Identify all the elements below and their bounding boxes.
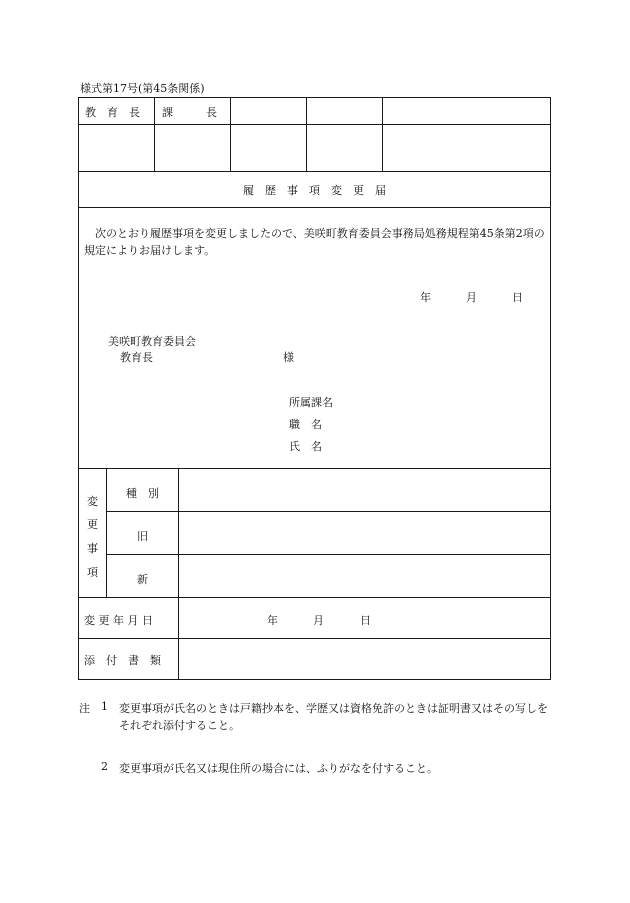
change-date-label: 変 更 年 月 日: [84, 614, 153, 627]
change-group-char-3: 事: [87, 542, 98, 555]
dept-label: 所属課名: [289, 396, 333, 409]
attachments-label: 添 付 書 類: [84, 654, 161, 667]
change-old-input[interactable]: [179, 512, 550, 554]
change-old-label: 旧: [137, 530, 148, 543]
name-label: 氏 名: [289, 440, 322, 453]
date-month-input[interactable]: [434, 286, 464, 302]
change-new-input[interactable]: [179, 555, 550, 597]
addressee-honorific: 様: [283, 351, 294, 364]
note-1-text: 変更事項が氏名のときは戸籍抄本を、学歴又は資格免許のときは証明書又はその写しをそれぞれ添付すること。: [119, 702, 548, 732]
stamp-box-4[interactable]: [307, 98, 382, 171]
date-day-input[interactable]: [480, 286, 510, 302]
note-2-number: 2: [101, 760, 108, 773]
date-month: 月: [466, 291, 477, 304]
change-date-input[interactable]: [179, 598, 550, 638]
note-1-number: 1: [101, 700, 108, 713]
form-id: 様式第17号(第45条関係): [80, 82, 205, 95]
change-date-year: 年: [267, 614, 278, 627]
form-title: 履 歴 事 項 変 更 届: [243, 184, 386, 197]
addressee-title: 教育長: [120, 351, 153, 364]
table-border-bottom: [78, 679, 551, 680]
change-group-char-2: 更: [87, 518, 98, 531]
superintendent-stamp-label: 教 育 長: [85, 106, 140, 119]
body-paragraph: 次のとおり履歴事項を変更しましたので、美咲町教育委員会事務局処務規程第45条第2項の規定によりお届けします。: [84, 227, 545, 257]
change-type-input[interactable]: [179, 469, 550, 511]
stamp-box-section-chief[interactable]: [155, 125, 230, 171]
change-date-day: 日: [360, 614, 371, 627]
stamp-box-superintendent[interactable]: [79, 125, 154, 171]
change-group-char-4: 項: [87, 566, 98, 579]
change-new-label: 新: [137, 573, 148, 586]
table-border-right: [550, 97, 551, 680]
attachments-input[interactable]: [179, 639, 550, 679]
change-type-label: 種 別: [126, 487, 159, 500]
date-year: 年: [420, 291, 431, 304]
note-2-text: 変更事項が氏名又は現住所の場合には、ふりがなを付すること。: [119, 762, 438, 775]
job-input[interactable]: [345, 413, 535, 429]
addressee-board: 美咲町教育委員会: [108, 335, 196, 348]
date-day: 日: [512, 291, 523, 304]
dept-input[interactable]: [345, 391, 535, 407]
title-row-divider: [78, 207, 551, 208]
name-input[interactable]: [345, 435, 535, 451]
section-chief-stamp-label: 課 長: [162, 106, 217, 119]
job-label: 職 名: [289, 418, 322, 431]
change-group-char-1: 変: [87, 495, 98, 508]
change-date-month: 月: [313, 614, 324, 627]
stamp-bottom-divider: [78, 171, 551, 172]
stamp-box-5[interactable]: [383, 98, 550, 171]
date-year-input[interactable]: [378, 286, 418, 302]
stamp-box-3[interactable]: [231, 98, 306, 171]
notes-prefix: 注: [79, 702, 90, 715]
